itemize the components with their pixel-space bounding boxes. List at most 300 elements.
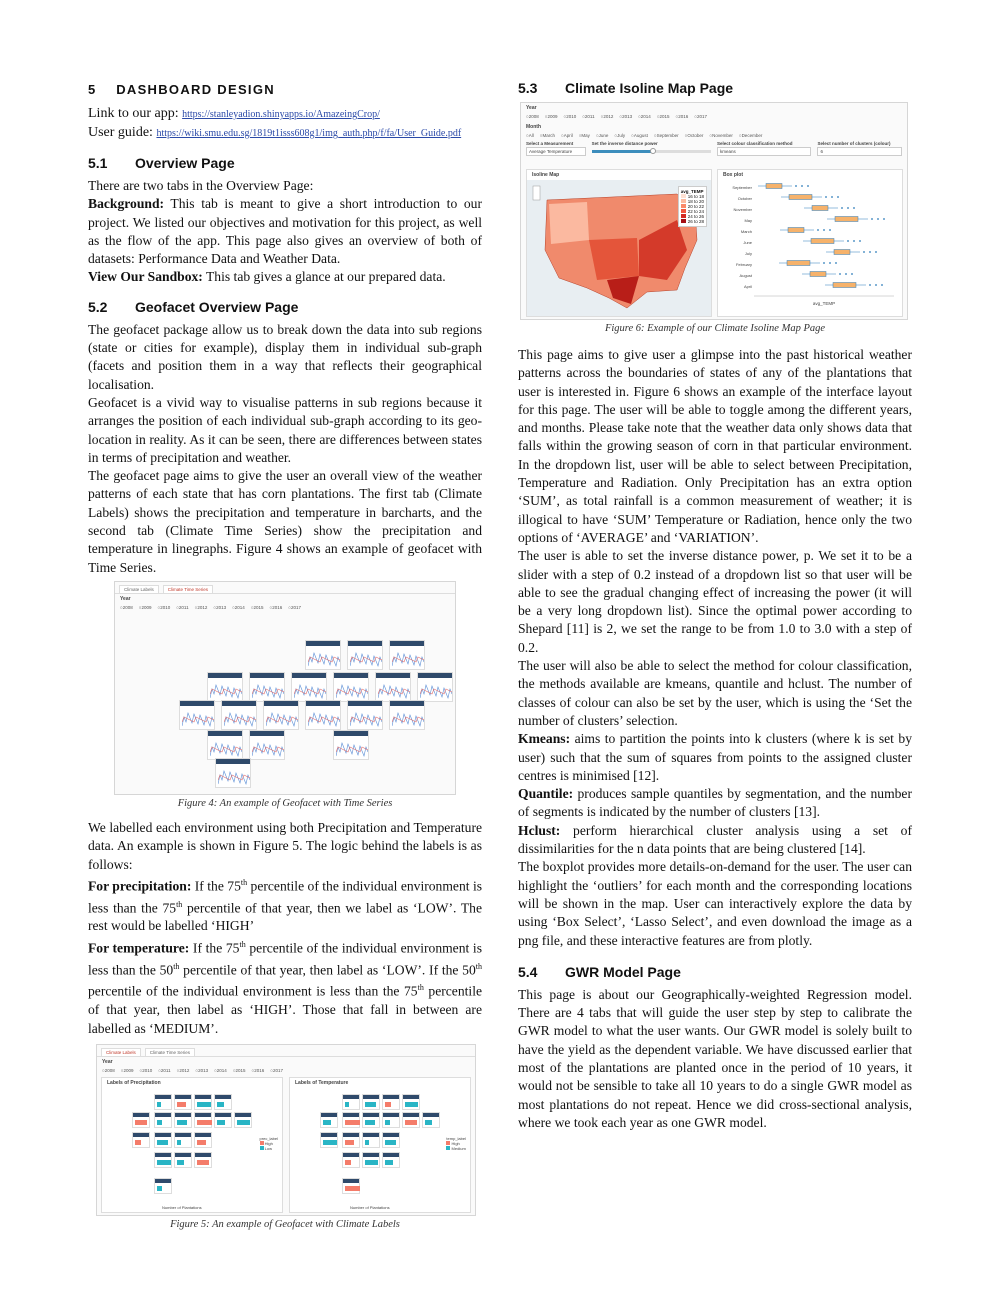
right-column <box>518 78 912 1132</box>
state-facet <box>249 730 285 760</box>
state-label-facet <box>154 1094 172 1110</box>
facet-bar <box>345 1140 354 1145</box>
state-label-facet <box>174 1094 192 1110</box>
subsection-heading-5-2 <box>88 299 482 315</box>
legend-title: temp_label <box>446 1135 466 1141</box>
legend-title: prec_label <box>259 1135 278 1141</box>
clusters-label: Select number of clusters (colour) <box>817 141 891 146</box>
boxplot-outlier <box>859 240 861 242</box>
facet-bar <box>385 1102 391 1107</box>
paragraph: This page aims to give user a glimpse into the past historical weather patterns across the boundaries of states of any of the plantations that user is interested in. Figure 6 shows an example of the interface layout for this page. The user will be able to toggle among the different years, and months. Please take note that the weather data only shows data that falls within the growing season of corn in that particular environment. In the dropdown list, user will be able to select between Precipitation, Temperature and Radiation. Only Precipitation has an extra option ‘SUM’, as total rainfall is a common measurement of weather; it is illogical to have ‘SUM’ Temperature or Radiation, hence only the two options of ‘AVERAGE’ and ‘VARIATION’. <box>518 347 912 545</box>
measurement-control <box>526 141 586 156</box>
power-slider[interactable] <box>592 150 711 153</box>
power-slider-handle[interactable] <box>650 148 656 154</box>
subsection-number: 5.2 <box>88 298 108 315</box>
state-label-facet <box>194 1112 212 1128</box>
boxplot-outlier <box>839 273 841 275</box>
facet-bar <box>365 1120 375 1125</box>
section-number: 5 <box>88 82 97 97</box>
guide-link[interactable]: https://wiki.smu.edu.sg/1819t1isss608g1/img_auth.php/f/fa/User_Guide.pdf <box>156 128 462 139</box>
boxplot-box <box>812 206 828 211</box>
legend-swatch <box>681 219 686 223</box>
boxplot-x-label: avg_TEMP <box>812 301 836 306</box>
facet-header <box>133 1113 149 1117</box>
subsection-number: 5.4 <box>518 963 538 980</box>
state-label-facet <box>342 1152 360 1168</box>
legend-label: 22 to 24 <box>687 209 704 214</box>
boxplot-outlier <box>881 284 883 286</box>
year-option[interactable]: ○ 2014 <box>214 1068 227 1073</box>
year-option[interactable]: ○ 2009 <box>121 1068 134 1073</box>
boxplot-outlier <box>853 240 855 242</box>
year-option[interactable]: ○ 2017 <box>270 1068 283 1073</box>
facet-bar <box>157 1186 162 1191</box>
figure-5-caption: Figure 5: An example of Geofacet with Climate Labels <box>170 1218 400 1230</box>
facet-header <box>423 1113 439 1117</box>
state-label-facet <box>362 1112 380 1128</box>
legend-label: Low <box>264 1145 272 1151</box>
facet-header <box>343 1113 359 1117</box>
section-title: DASHBOARD DESIGN <box>116 82 275 97</box>
state-label-facet <box>342 1178 360 1194</box>
paragraph-text: percentile of that year, then we label as ‘LOW’. The rest would be labelled ‘HIGH’ <box>88 900 482 934</box>
month-radio-group[interactable] <box>521 130 907 141</box>
boxplot-outlier <box>817 229 819 231</box>
facet-bar <box>197 1120 212 1125</box>
legend-label: 24 to 26 <box>687 214 704 219</box>
facet-header <box>208 673 242 678</box>
guide-link-row <box>88 124 482 143</box>
power-slider-fill <box>592 150 652 153</box>
facet-header <box>348 641 382 646</box>
facet-header <box>195 1133 211 1137</box>
facet-series-line <box>392 653 424 666</box>
facet-series-line <box>336 743 368 756</box>
state-facet <box>305 640 341 670</box>
year-radio-group[interactable] <box>521 111 907 122</box>
boxplot-month-label: June <box>743 240 752 245</box>
state-facet <box>375 672 411 702</box>
facet-bar <box>237 1120 250 1125</box>
subsection-number: 5.3 <box>518 80 538 96</box>
month-option[interactable]: ○ May <box>579 133 590 138</box>
boxplot-month-label: November <box>733 207 752 212</box>
facet-header <box>235 1113 251 1117</box>
boxplot-box <box>788 228 804 233</box>
method-control <box>717 141 811 156</box>
facet-header <box>321 1113 337 1117</box>
paragraph: The geofacet page aims to give the user an overall view of the weather patterns of each state that has corn plantations. The first tab (Climate Labels) shows the precipitation and temperature in barcharts, and the second tab (Climate Time Series) show the precipitation and temperature in linegraphs. Figure 4 shows an example of geofacet with Time Series. <box>88 468 482 575</box>
year-option[interactable]: ○ 2015 <box>233 1068 246 1073</box>
year-option[interactable]: ○ 2016 <box>270 605 283 610</box>
year-option[interactable]: ○ 2008 <box>120 605 133 610</box>
facet-line-chart <box>182 708 214 728</box>
method-select[interactable]: kmeans <box>717 147 811 156</box>
clusters-control <box>817 141 902 156</box>
power-label: Set the inverse distance power <box>591 141 658 146</box>
superscript: th <box>417 983 424 993</box>
boxplot-outlier <box>851 273 853 275</box>
bold-lead: Kmeans: <box>518 731 571 747</box>
tab-climate-time-series[interactable]: Climate Time Series <box>163 585 213 593</box>
facet-bar <box>365 1102 376 1107</box>
year-label: Year <box>120 595 131 602</box>
month-option[interactable]: ○ October <box>685 133 704 138</box>
tab-climate-time-series[interactable]: Climate Time Series <box>145 1048 195 1056</box>
year-option[interactable]: ○ 2012 <box>177 1068 190 1073</box>
boxplot-box <box>835 217 858 222</box>
isoline-legend <box>678 186 707 227</box>
facet-header <box>175 1113 191 1117</box>
state-label-facet <box>234 1112 252 1128</box>
boxplot-box <box>766 184 782 189</box>
state-label-facet <box>382 1112 400 1128</box>
facet-header <box>376 673 410 678</box>
controls-row <box>521 141 907 156</box>
bold-lead: Hclust: <box>518 822 561 838</box>
boxplot-box <box>833 283 856 288</box>
facet-line-chart <box>350 648 382 668</box>
state-label-facet <box>362 1152 380 1168</box>
facet-bar <box>345 1160 351 1165</box>
figure-6-climate-isoline-map <box>520 102 908 320</box>
paragraph <box>518 822 912 859</box>
facet-bar <box>365 1140 369 1145</box>
year-option[interactable]: ○ 2011 <box>582 114 594 119</box>
legend-label: 18 to 20 <box>687 199 704 204</box>
state-label-facet <box>154 1178 172 1194</box>
facet-header <box>250 673 284 678</box>
precipitation-panel <box>101 1077 283 1213</box>
boxplot-month-label: July <box>744 251 752 256</box>
precipitation-panel-title: Labels of Precipitation <box>107 1079 161 1086</box>
boxplot-outlier <box>835 262 837 264</box>
state-label-facet <box>320 1132 338 1148</box>
figure-5-geofacet-climate-labels <box>96 1044 476 1216</box>
boxplot-box <box>810 272 826 277</box>
facet-bar <box>197 1102 211 1107</box>
facet-bar <box>323 1140 337 1145</box>
temperature-panel <box>289 1077 471 1213</box>
facet-header <box>383 1113 399 1117</box>
app-link[interactable]: https://stanleyadion.shinyapps.io/AmazeingCrop/ <box>182 109 380 120</box>
year-option[interactable]: ○ 2009 <box>545 114 558 119</box>
year-option[interactable]: ○ 2011 <box>158 1068 170 1073</box>
month-option[interactable]: ○ December <box>739 133 762 138</box>
month-option[interactable]: ○ April <box>561 133 573 138</box>
superscript: th <box>475 961 482 971</box>
facet-header <box>222 701 256 706</box>
state-label-facet <box>154 1132 172 1148</box>
boxplot-outlier <box>845 273 847 275</box>
facet-line-chart <box>350 708 382 728</box>
facet-bar <box>197 1140 206 1145</box>
bold-lead: Quantile: <box>518 786 574 802</box>
year-option[interactable]: ○ 2008 <box>526 114 539 119</box>
state-label-facet <box>342 1094 360 1110</box>
facet-bar <box>197 1160 209 1165</box>
paragraph: This page is about our Geographically-weighted Regression model. There are 4 tabs that will guide the user step by step to calibrate the GWR model to what the user wants. Our GWR model is solely built to have the yield as the dependent variable. We have discussed earlier that most of the plantations are planted once in the period of 10 years, it would not be sensible to take all 10 years to do a single GWR model as most plantations do not repeat. Hence we did cross-sectional analysis, where we took each year as one GWR model. <box>518 986 912 1130</box>
month-option[interactable]: ○ November <box>709 133 732 138</box>
facet-header <box>343 1153 359 1157</box>
year-option[interactable]: ○ 2013 <box>213 605 226 610</box>
year-radio-group[interactable] <box>97 1065 475 1076</box>
year-option[interactable]: ○ 2015 <box>251 605 264 610</box>
boxplot-month-label: April <box>743 284 752 289</box>
facet-line-chart <box>336 738 368 758</box>
facet-line-chart <box>224 708 256 728</box>
year-option[interactable]: ○ 2008 <box>102 1068 115 1073</box>
boxplot-outlier <box>875 284 877 286</box>
legend-swatch <box>681 194 686 198</box>
subsection-heading-5-1 <box>88 155 482 171</box>
facet-header <box>343 1179 359 1183</box>
state-facet <box>291 672 327 702</box>
x-axis-label: Number of Plantations <box>162 1204 202 1210</box>
state-label-facet <box>342 1112 360 1128</box>
facet-header <box>348 701 382 706</box>
map-region <box>589 238 639 280</box>
boxplot-outlier <box>871 218 873 220</box>
facet-bar <box>345 1120 360 1125</box>
year-option[interactable]: ○ 2014 <box>638 114 651 119</box>
boxplot-month-label: May <box>744 218 752 223</box>
facet-header <box>155 1133 171 1137</box>
facet-line-chart <box>294 680 326 700</box>
state-facet <box>249 672 285 702</box>
paragraph <box>518 730 912 785</box>
figure-4-geofacet-time-series <box>114 581 456 795</box>
facet-line-chart <box>252 680 284 700</box>
facet-header <box>334 731 368 736</box>
state-label-facet <box>362 1094 380 1110</box>
facet-series-line <box>218 771 250 784</box>
facet-header <box>343 1095 359 1099</box>
state-label-facet <box>362 1132 380 1148</box>
paragraph <box>518 785 912 822</box>
legend-swatch <box>681 209 686 213</box>
tab-climate-labels[interactable]: Climate Labels <box>101 1048 141 1056</box>
facet-series-line <box>308 713 340 726</box>
facet-bar <box>385 1120 390 1125</box>
boxplot-chart[interactable] <box>718 180 902 312</box>
paragraph: The boxplot provides more details-on-demand for the user. The user can highlight the ‘outliers’ for each month and the corresponding locations will be shown in the map. User can interactively explore the data by using ‘Box Select’, ‘Lasso Select’, and even download the image as a png file, and these interactive features are from plotly. <box>518 859 912 948</box>
year-option[interactable]: ○ 2013 <box>619 114 632 119</box>
facet-series-line <box>224 713 256 726</box>
facet-bar <box>135 1120 147 1125</box>
facet-series-line <box>350 653 382 666</box>
facet-bar <box>177 1102 186 1107</box>
map-region <box>549 202 589 244</box>
zoom-control[interactable] <box>533 186 540 200</box>
legend-label: 26 to 28 <box>687 219 704 224</box>
facet-header <box>306 701 340 706</box>
facet-series-line <box>350 713 382 726</box>
power-control <box>592 141 711 156</box>
facet-bar <box>217 1102 224 1107</box>
facet-header <box>208 731 242 736</box>
facet-header <box>250 731 284 736</box>
facet-header <box>195 1153 211 1157</box>
facet-bar <box>385 1160 393 1165</box>
left-column <box>88 78 482 1240</box>
paragraph: Geofacet is a vivid way to visualise patterns in sub regions because it arranges the position of each individual sub-graph according to its geo-location in reality. As it can be seen, there are differences between states in terms of precipitation and weather. <box>88 394 482 465</box>
legend-label: High <box>451 1140 460 1146</box>
state-label-facet <box>382 1094 400 1110</box>
year-option[interactable]: ○ 2012 <box>195 605 208 610</box>
paragraph: The user is able to set the inverse distance power, p. We set it to be a slider with a step of 0.2 instead of a dropdown list so that user will be able to see the gradual changing effect of increasing the power (it will be a very long dropdown list). Since the optimal power according to Shepard [11] is 2, we set the range to be from 1.0 to 3.0 with a step of 0.2. <box>518 548 912 655</box>
superscript: th <box>239 939 246 949</box>
legend-label: 20 to 22 <box>687 204 704 209</box>
facet-bar <box>365 1160 378 1165</box>
year-option[interactable]: ○ 2010 <box>563 114 576 119</box>
boxplot-box <box>787 261 810 266</box>
year-option[interactable]: ○ 2013 <box>195 1068 208 1073</box>
boxplot-outlier <box>863 251 865 253</box>
paragraph-text: produces sample quantiles by segmentation, and the number of segments is indicated by the number of clusters [13]. <box>518 786 912 820</box>
state-label-facet <box>194 1152 212 1168</box>
state-label-facet <box>422 1112 440 1128</box>
state-label-facet <box>382 1152 400 1168</box>
facet-header <box>175 1153 191 1157</box>
month-option[interactable]: ○ All <box>526 133 534 138</box>
year-option[interactable]: ○ 2009 <box>139 605 152 610</box>
year-option[interactable]: ○ 2010 <box>157 605 170 610</box>
boxplot-outlier <box>807 185 809 187</box>
figure-6-caption: Figure 6: Example of our Climate Isoline Map Page <box>604 323 826 334</box>
month-option[interactable]: ○ July <box>614 133 625 138</box>
year-option[interactable]: ○ 2017 <box>694 114 707 119</box>
facet-header <box>195 1113 211 1117</box>
bold-lead: For temperature: <box>88 940 190 956</box>
facet-series-line <box>266 713 298 726</box>
state-label-facet <box>402 1112 420 1128</box>
boxplot-outlier <box>883 218 885 220</box>
boxplot-box <box>811 239 834 244</box>
method-label: Select colour classification method <box>717 141 793 146</box>
boxplot-outlier <box>823 229 825 231</box>
facet-header <box>363 1153 379 1157</box>
legend-item <box>260 1146 278 1151</box>
state-label-facet <box>174 1152 192 1168</box>
month-option[interactable]: ○ March <box>540 133 555 138</box>
month-label: Month <box>526 124 541 130</box>
paragraph: There are two tabs in the Overview Page: <box>88 178 314 193</box>
facet-header <box>363 1095 379 1099</box>
paragraph-text: If the 75 <box>189 940 240 956</box>
facet-bar <box>157 1102 161 1107</box>
year-option[interactable]: ○ 2014 <box>232 605 245 610</box>
isoline-map-panel <box>526 169 712 317</box>
facet-series-line <box>378 685 410 698</box>
facet-line-chart <box>392 648 424 668</box>
legend-swatch <box>681 214 686 218</box>
figure-4-caption: Figure 4: An example of Geofacet with Time Series <box>177 797 393 809</box>
subsection-number: 5.1 <box>88 155 108 171</box>
facet-header <box>195 1095 211 1099</box>
state-label-facet <box>194 1132 212 1148</box>
year-option[interactable]: ○ 2015 <box>657 114 670 119</box>
facet-bar <box>157 1160 171 1165</box>
boxplot-outlier <box>847 240 849 242</box>
facet-header <box>390 641 424 646</box>
facet-header <box>343 1133 359 1137</box>
legend-title: avg_TEMP <box>680 189 704 194</box>
state-facet <box>333 672 369 702</box>
facet-series-line <box>252 685 284 698</box>
paragraph: The geofacet package allow us to break down the data into sub regions (state or cities for example), display them in individual sub-graph (facets and position them in a way that reflects their geographical localisation. <box>88 321 482 392</box>
boxplot-outlier <box>877 218 879 220</box>
state-label-facet <box>320 1112 338 1128</box>
boxplot-box <box>789 195 812 200</box>
facet-line-chart <box>336 680 368 700</box>
year-option[interactable]: ○ 2016 <box>252 1068 265 1073</box>
legend-item <box>446 1146 466 1151</box>
tab-climate-labels[interactable]: Climate Labels <box>119 585 159 593</box>
month-option[interactable]: ○ August <box>631 133 648 138</box>
year-option[interactable]: ○ 2016 <box>676 114 689 119</box>
paragraph-text: percentile of that year, then label as ‘LOW’. If the 50 <box>179 962 476 978</box>
paragraph-text: This tab is meant to give a short introduction to our project. We listed our objectives and motivation for this project, as well as the flow of the app. This page also gives an overview of both of datasets: Performance Data and Weather Data. <box>88 196 482 267</box>
boxplot-month-label: February <box>735 262 752 267</box>
subsection-title: Overview Page <box>135 155 235 171</box>
app-link-row <box>88 105 482 124</box>
legend-item <box>681 219 704 224</box>
month-option[interactable]: ○ September <box>654 133 679 138</box>
facet-series-line <box>308 653 340 666</box>
boxplot-outlier <box>837 196 839 198</box>
facet-line-chart <box>210 680 242 700</box>
state-label-facet <box>402 1094 420 1110</box>
state-label-facet <box>154 1152 172 1168</box>
facet-header <box>292 673 326 678</box>
boxplot-outlier <box>869 251 871 253</box>
boxplot-outlier <box>823 262 825 264</box>
facet-bar <box>177 1160 184 1165</box>
boxplot-outlier <box>847 207 849 209</box>
boxplot-outlier <box>853 207 855 209</box>
year-option[interactable]: ○ 2012 <box>601 114 614 119</box>
state-facet <box>389 700 425 730</box>
paragraph-text: aims to partition the points into k clusters (where k is set by user) such that the sum of squares from points to the assigned cluster centres is minimised [12]. <box>518 731 912 783</box>
year-option[interactable]: ○ 2010 <box>139 1068 152 1073</box>
paragraph-precipitation <box>88 874 482 936</box>
state-facet <box>207 730 243 760</box>
year-radio-group[interactable] <box>115 602 455 613</box>
facet-header <box>321 1133 337 1137</box>
state-label-facet <box>214 1094 232 1110</box>
state-label-facet <box>132 1132 150 1148</box>
year-option[interactable]: ○ 2017 <box>288 605 301 610</box>
superscript: th <box>240 877 248 887</box>
paragraph: The user will also be able to select the method for colour classification, the methods available are kmeans, quantile and hclust. The number of classes of colour can also be set by the user, which is using the ‘Set the number of clusters’ selection. <box>518 658 912 728</box>
month-option[interactable]: ○ June <box>596 133 608 138</box>
year-option[interactable]: ○ 2011 <box>176 605 188 610</box>
facet-header <box>215 1095 231 1099</box>
prec-legend <box>260 1136 278 1151</box>
facet-line-chart <box>392 708 424 728</box>
facet-series-line <box>294 685 326 698</box>
facet-line-chart <box>218 766 250 786</box>
facet-bar <box>425 1120 432 1125</box>
measurement-select[interactable]: Average Temperature <box>526 147 586 156</box>
superscript: th <box>173 961 180 971</box>
state-facet <box>347 700 383 730</box>
state-facet <box>207 672 243 702</box>
facet-bar <box>217 1120 225 1125</box>
clusters-select[interactable]: 6 <box>817 147 902 156</box>
legend-swatch <box>681 199 686 203</box>
